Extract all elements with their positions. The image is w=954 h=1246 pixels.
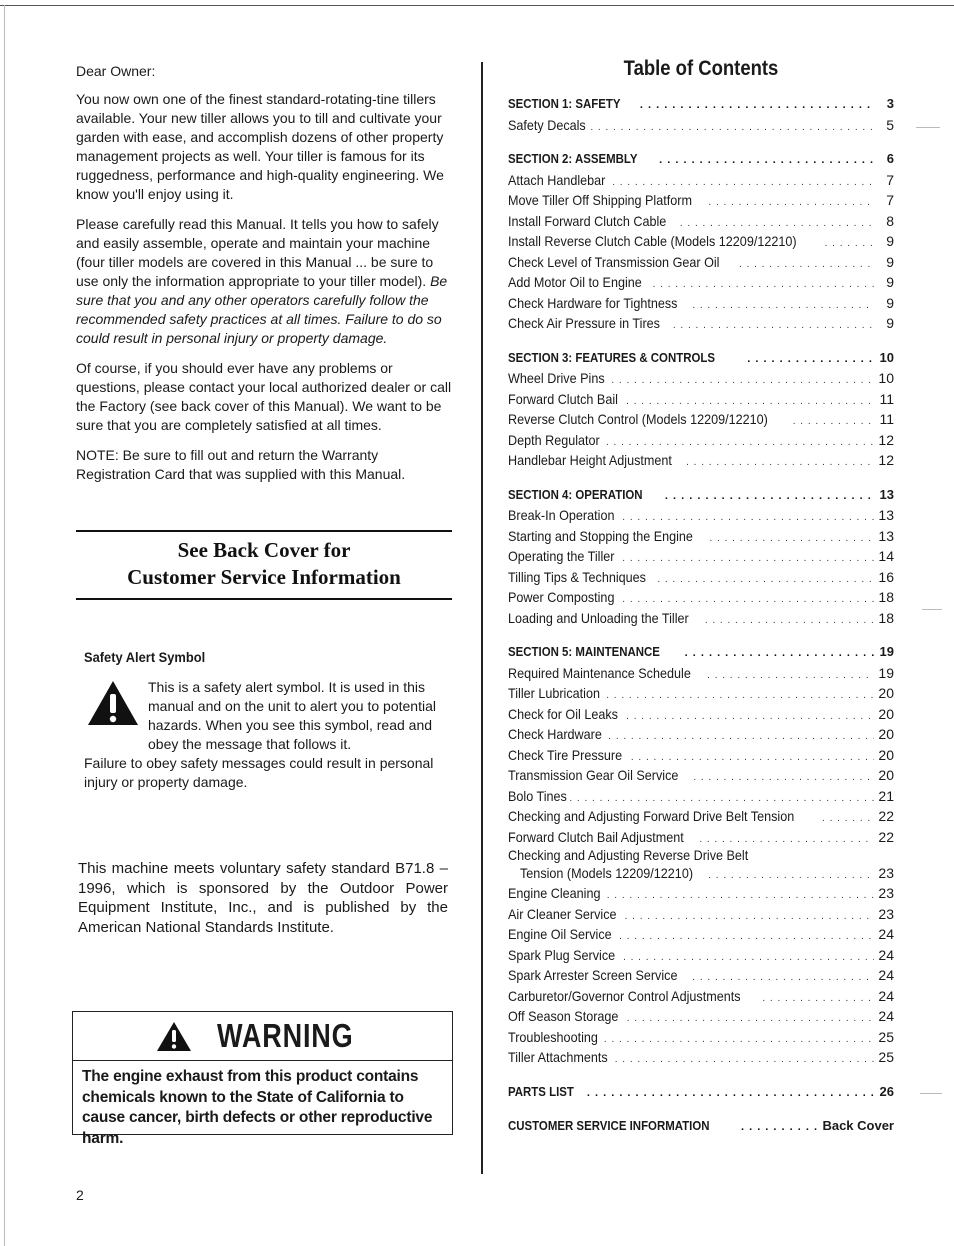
toc-entry-title: Air Cleaner Service: [508, 905, 617, 922]
toc-entry-title: Attach Handlebar: [508, 171, 606, 188]
toc-entry[interactable]: [508, 252, 894, 273]
safety-alert-heading: Safety Alert Symbol: [84, 649, 206, 665]
letter-paragraph-3: Of course, if you should ever have any problems or questions, please contact your local authorized dealer or call the Factory (see back cover of this Manual). We want to be sure that you are completely satisfied at all times.: [76, 360, 452, 433]
toc-section-heading[interactable]: [508, 94, 894, 115]
toc-leader-dots: [739, 255, 874, 276]
toc-entry-title: Tiller Lubrication: [508, 685, 600, 701]
toc-leader-dots: [686, 453, 874, 474]
toc-entry-page: Back Cover: [822, 1118, 894, 1133]
toc-entry[interactable]: [508, 1047, 894, 1068]
toc-entry-page: 12: [878, 452, 894, 468]
toc-entry-page: 13: [878, 527, 894, 544]
toc-entry-page: 9: [886, 274, 894, 290]
toc-entry[interactable]: [508, 293, 894, 314]
toc-leader-dots: [708, 866, 874, 885]
toc-section-5: [508, 642, 894, 1068]
toc-entry[interactable]: [508, 115, 894, 136]
letter-note: NOTE: Be sure to fill out and return the Warranty Registration Card that was supplied with this Manual.: [76, 447, 406, 482]
toc-leader-dots: [710, 529, 875, 550]
toc-leader-dots: [793, 412, 874, 433]
toc-leader-dots: [604, 1030, 874, 1051]
toc-entry-title: Power Composting: [508, 589, 615, 605]
toc-leader-dots: [693, 768, 874, 789]
toc-entry-page: 14: [878, 548, 894, 564]
toc-entry-title: Troubleshooting: [508, 1028, 598, 1045]
toc-entry-page: 21: [878, 787, 894, 804]
toc-entry-page: 20: [878, 767, 894, 783]
toc-title: Table of Contents: [623, 57, 779, 80]
toc-entry-title: Engine Cleaning: [508, 885, 601, 901]
toc-entry-title: Engine Oil Service: [508, 926, 612, 942]
toc-entry-page: 20: [878, 746, 894, 763]
toc-leader-dots: [640, 95, 874, 116]
toc-entry-title: Tilling Tips & Techniques: [508, 568, 646, 585]
customer-service-callout: [76, 530, 452, 600]
toc-leader-dots: [625, 907, 874, 928]
toc-entry-title: SECTION 5: MAINTENANCE: [508, 644, 660, 659]
toc-customer-service[interactable]: [508, 1116, 894, 1137]
toc-leader-dots: [659, 150, 874, 171]
toc-entry[interactable]: [508, 231, 894, 252]
toc-entry-page: 6: [886, 151, 894, 166]
toc-parts-list[interactable]: [508, 1082, 894, 1103]
toc-entry[interactable]: [508, 724, 894, 745]
toc-leader-dots: [747, 349, 874, 370]
toc-entry[interactable]: [508, 389, 894, 410]
toc-entry[interactable]: [508, 945, 894, 966]
scan-mark: [922, 609, 942, 610]
toc-leader-dots: [822, 809, 874, 830]
toc-entry[interactable]: [508, 211, 894, 232]
toc-entry-title: Loading and Unloading the Tiller: [508, 609, 689, 626]
scan-mark: [916, 127, 940, 128]
toc-entry-page: 12: [878, 431, 894, 448]
toc-entry-title: Bolo Tines: [508, 787, 567, 804]
toc-entry[interactable]: [508, 786, 894, 807]
toc-entry-page: 18: [878, 609, 894, 626]
toc-entry[interactable]: [508, 608, 894, 629]
toc-entry-page: 11: [879, 411, 894, 427]
toc-entry-page: 5: [886, 116, 894, 133]
toc-leader-dots: [587, 1083, 874, 1104]
toc-entry-title: Wheel Drive Pins: [508, 370, 605, 386]
toc-leader-dots: [611, 371, 874, 392]
toc-entry-title: Install Reverse Clutch Cable (Models 12209/12210): [508, 233, 797, 249]
toc-entry-title: Check Tire Pressure: [508, 746, 623, 763]
toc-section-4: [508, 485, 894, 629]
toc-leader-dots: [707, 666, 874, 687]
toc-entry[interactable]: [508, 765, 894, 786]
toc-entry-page: 25: [878, 1028, 894, 1045]
toc-entry-title: Check Air Pressure in Tires: [508, 315, 660, 331]
toc-entry-page: 25: [878, 1049, 894, 1065]
letter-paragraph-2: [76, 215, 454, 348]
toc-section-heading[interactable]: [508, 149, 894, 170]
toc-entry-page: 20: [878, 685, 894, 701]
toc-entry-title: Spark Plug Service: [508, 946, 616, 963]
toc-entry-page: 19: [878, 664, 894, 681]
toc-entry-title: Checking and Adjusting Forward Drive Belt Tension: [508, 808, 795, 824]
toc-entry-page: 24: [878, 946, 894, 963]
california-warning-box: [72, 1011, 453, 1147]
toc-entry[interactable]: [508, 272, 894, 293]
toc-entry-page: 23: [878, 885, 894, 901]
letter-salutation: Dear Owner:: [76, 63, 156, 79]
toc-leader-dots: [615, 1050, 874, 1071]
warning-body: The engine exhaust from this product contains chemicals known to the State of California to cause cancer, birth defects or other reproductive harm.: [82, 1068, 433, 1147]
toc-entry-page: 11: [879, 390, 894, 407]
toc-entry-page: 9: [886, 253, 894, 270]
toc-entry[interactable]: [508, 1006, 894, 1027]
toc-entry[interactable]: [508, 409, 894, 430]
toc-entry-title: Check Hardware for Tightness: [508, 294, 678, 311]
toc-leader-dots: [657, 570, 874, 591]
toc-entry-title-continued: Tension (Models 12209/12210): [520, 865, 694, 881]
letter-paragraph-2-text: Please carefully read this Manual. It tells you how to safely and easily assemble, operate and maintain your machine (four tiller models are covered in this Manual ... be sure to use only the information appropriate to your tiller model).: [76, 216, 439, 289]
toc-entry-page: 22: [878, 828, 894, 845]
toc-entry-page: 20: [878, 705, 894, 722]
toc-entry[interactable]: [508, 827, 894, 848]
toc-entry[interactable]: [508, 1027, 894, 1048]
toc-entry-title: Install Forward Clutch Cable: [508, 212, 667, 229]
toc-entry-page: 23: [878, 865, 894, 881]
toc-entry-title: PARTS LIST: [508, 1083, 574, 1099]
toc-entry[interactable]: [508, 904, 894, 925]
toc-entry[interactable]: [508, 663, 894, 684]
toc-entry-page: 22: [878, 808, 894, 824]
toc-section-heading[interactable]: [508, 348, 894, 369]
toc-entry-title: Check Hardware: [508, 726, 602, 742]
toc-entry-page: 24: [878, 987, 894, 1004]
toc-leader-dots: [626, 707, 874, 728]
toc-leader-dots: [692, 296, 874, 317]
toc-entry-title: Spark Arrester Screen Service: [508, 967, 678, 983]
toc-entry-title: Break-In Operation: [508, 507, 615, 523]
toc-entry-title: Tiller Attachments: [508, 1049, 608, 1065]
toc-entry[interactable]: [508, 450, 894, 471]
toc-leader-dots: [627, 1009, 874, 1030]
toc-entry-continuation: [508, 864, 894, 883]
toc-leader-dots: [685, 643, 874, 664]
column-divider: [481, 62, 483, 1174]
toc-entry[interactable]: [508, 806, 894, 827]
warning-header: [73, 1012, 452, 1061]
letter-paragraph-1: You now own one of the finest standard-rotating-tine tillers available. Your new tiller allows you to till and cultivate your garden with ease, and accomplish dozens of other property management projects as well. Your tiller is famous for its ruggedness, performance and high-quality engineering. We know you'll enjoy using it.: [76, 91, 444, 202]
toc-entry-page: 9: [886, 233, 894, 249]
toc-entry-title: Safety Decals: [508, 116, 586, 133]
toc-entry-page: 20: [878, 726, 894, 742]
toc-entry[interactable]: [508, 368, 894, 389]
toc-leader-dots: [665, 486, 874, 507]
toc-entry-page: 24: [878, 1008, 894, 1024]
toc-entry-page: 24: [878, 967, 894, 983]
callout-line-2: Customer Service Information: [127, 565, 401, 589]
toc-entry-title: Check Level of Transmission Gear Oil: [508, 253, 720, 270]
toc-entry[interactable]: [508, 430, 894, 451]
toc-entry-page: 3: [886, 96, 894, 111]
toc-entry-title: Transmission Gear Oil Service: [508, 767, 679, 783]
scan-mark: [920, 1093, 942, 1094]
toc-section-2: [508, 149, 894, 334]
callout-line-1: See Back Cover for: [177, 538, 351, 562]
warning-triangle-icon: [156, 1021, 192, 1052]
toc-back-matter: [508, 1082, 894, 1137]
toc-entry[interactable]: [508, 546, 894, 567]
toc-entry[interactable]: [508, 683, 894, 704]
toc-entry[interactable]: [508, 170, 894, 191]
toc-entry-page: 13: [878, 507, 894, 523]
toc-entry[interactable]: [508, 190, 894, 211]
toc-entry-title: Off Season Storage: [508, 1008, 619, 1024]
page-number: 2: [76, 1187, 84, 1203]
toc-leader-dots: [607, 886, 874, 907]
toc-entry[interactable]: [508, 587, 894, 608]
toc-leader-dots: [673, 316, 874, 337]
toc-entry-title: Operating the Tiller: [508, 548, 615, 564]
toc-entry[interactable]: [508, 847, 894, 883]
toc-entry-title: Starting and Stopping the Engine: [508, 527, 693, 544]
toc-entry-title: Depth Regulator: [508, 431, 600, 448]
toc-entry-title: Handlebar Height Adjustment: [508, 452, 672, 468]
toc-entry-page: 23: [878, 905, 894, 922]
toc-entry[interactable]: [508, 526, 894, 547]
toc-leader-dots: [825, 234, 874, 255]
toc-entry[interactable]: [508, 924, 894, 945]
toc-leader-dots: [606, 686, 874, 707]
toc-leader-dots: [608, 727, 874, 748]
toc-leader-dots: [762, 989, 874, 1010]
safety-alert-section: [84, 648, 444, 792]
toc-entry-title: Forward Clutch Bail Adjustment: [508, 828, 684, 845]
left-border-rule: [4, 5, 5, 1246]
toc-entry-title: Check for Oil Leaks: [508, 705, 618, 722]
toc-leader-dots: [590, 118, 874, 139]
toc-entry-title: Move Tiller Off Shipping Platform: [508, 192, 692, 208]
toc-entry-title: Checking and Adjusting Reverse Drive Belt: [508, 847, 749, 863]
safety-alert-consequence: Failure to obey safety messages could result in personal injury or property damage.: [84, 755, 434, 790]
toc-leader-dots: [653, 275, 874, 296]
toc-entry[interactable]: [508, 313, 894, 334]
toc-entry-title: SECTION 2: ASSEMBLY: [508, 151, 638, 166]
toc-entry-title: Carburetor/Governor Control Adjustments: [508, 987, 741, 1004]
toc-section-heading[interactable]: [508, 642, 894, 663]
toc-entry[interactable]: [508, 965, 894, 986]
toc-entry-page: 7: [886, 171, 894, 188]
toc-entry-title: Add Motor Oil to Engine: [508, 274, 642, 290]
toc-section-heading[interactable]: [508, 485, 894, 506]
toc-entry-page: 9: [886, 294, 894, 311]
letter-safety-emphasis: Be sure that you and any other operators carefully follow the recommended safety practices at all times. Failure to do so could result in personal injury or property damage.: [76, 273, 448, 346]
toc-entry-title: Forward Clutch Bail: [508, 390, 618, 407]
safety-alert-text: This is a safety alert symbol. It is used in this manual and on the unit to alert you to potential hazards. When you see this symbol, read and obey the message that follows it.: [148, 679, 436, 752]
toc-entry[interactable]: [508, 986, 894, 1007]
toc-entry[interactable]: [508, 505, 894, 526]
toc-entry-page: 10: [878, 370, 894, 386]
safety-alert-row: [84, 678, 444, 754]
toc-entry[interactable]: [508, 883, 894, 904]
safety-standard-note: This machine meets voluntary safety standard B71.8 – 1996, which is sponsored by the Outdoor Power Equipment Institute, Inc., and is published by the American National Standards Institute.: [78, 860, 448, 936]
toc-leader-dots: [741, 1117, 818, 1138]
toc-entry-page: 10: [879, 349, 894, 365]
toc-entry-title: CUSTOMER SERVICE INFORMATION: [508, 1118, 710, 1133]
top-border-rule: [0, 5, 954, 6]
toc-entry[interactable]: [508, 567, 894, 588]
toc-entry-page: 26: [879, 1083, 894, 1099]
toc-section-3: [508, 348, 894, 471]
toc-entry-title: Reverse Clutch Control (Models 12209/12210): [508, 411, 768, 427]
toc-entry-title: SECTION 3: FEATURES & CONTROLS: [508, 349, 715, 365]
toc-entry-title: Required Maintenance Schedule: [508, 664, 691, 681]
toc-entry-page: 19: [879, 644, 894, 659]
toc-entry-page: 16: [878, 568, 894, 585]
owner-letter: [76, 62, 454, 495]
toc-leader-dots: [622, 549, 874, 570]
toc-entry-page: 13: [879, 486, 894, 502]
toc-leader-dots: [705, 611, 874, 632]
toc-leader-dots: [619, 927, 874, 948]
warning-title: WARNING: [217, 1017, 354, 1054]
toc-entry[interactable]: [508, 704, 894, 725]
toc-entry-page: 7: [886, 192, 894, 208]
toc-leader-dots: [708, 193, 874, 214]
toc-entry-page: 18: [878, 589, 894, 605]
toc-entry[interactable]: [508, 745, 894, 766]
toc-entry-page: 24: [878, 926, 894, 942]
toc-entry-title: SECTION 1: SAFETY: [508, 96, 621, 111]
toc-section-1: [508, 94, 894, 135]
table-of-contents: [508, 56, 894, 1151]
safety-alert-icon: [86, 679, 140, 727]
toc-sections: [508, 94, 894, 1068]
toc-entry-page: 9: [886, 315, 894, 331]
toc-entry-page: 8: [886, 212, 894, 229]
toc-entry-title: SECTION 4: OPERATION: [508, 486, 643, 502]
